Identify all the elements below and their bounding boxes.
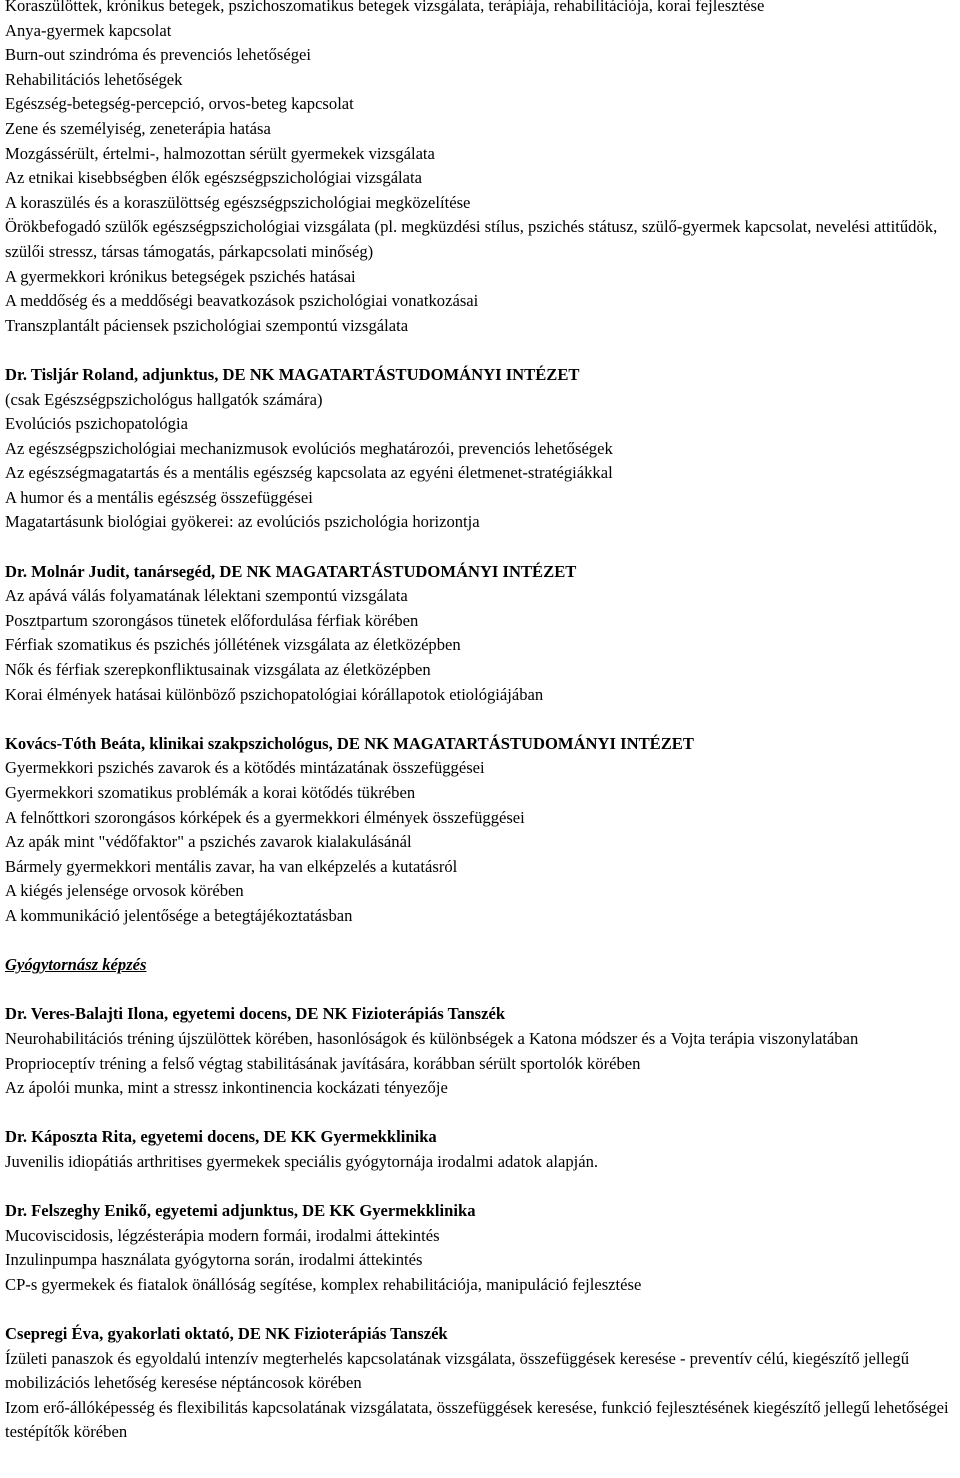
supervisor-block-veres <box>5 1002 957 1100</box>
topic-item: Evolúciós pszichopatológia <box>5 414 188 434</box>
topic-item: Az egészségpszichológiai mechanizmusok evolúciós meghatározói, prevenciós lehetőségek <box>5 438 613 458</box>
spacer <box>5 535 957 560</box>
topic-item: Izom erő-állóképesség és flexibilitás kapcsolatának vizsgálatata, összefüggések keresése, funkció fejlesztésének kiegészítő jellegű lehetőségei testépítők körében <box>5 1397 949 1442</box>
topic-item: Az apák mint "védőfaktor" a pszichés zavarok kialakulásánál <box>5 832 412 852</box>
supervisor-heading: Dr. Molnár Judit, tanársegéd, DE NK MAGATARTÁSTUDOMÁNYI INTÉZET <box>5 561 577 581</box>
topic-item: Gyermekkori szomatikus problémák a korai kötődés tükrében <box>5 783 416 802</box>
topic-item: Koraszülöttek, krónikus betegek, pszichoszomatikus betegek vizsgálata, terápiája, rehabilitációja, korai fejlesztése <box>5 0 765 15</box>
document-page <box>5 0 957 1445</box>
supervisor-block-felszeghy <box>5 1199 957 1297</box>
supervisor-block-molnar <box>5 560 957 708</box>
topic-item: A humor és a mentális egészség összefüggései <box>5 487 313 507</box>
topic-item: Mozgássérült, értelmi-, halmozottan sérült gyermekek vizsgálata <box>5 143 435 163</box>
topic-item: Juvenilis idiopátiás arthritises gyermekek speciális gyógytornája irodalmi adatok alapján. <box>5 1151 599 1171</box>
topic-list-intro <box>5 0 957 338</box>
topic-item: Bármely gyermekkori mentális zavar, ha van elképzelés a kutatásról <box>5 856 458 876</box>
topic-item: Anya-gyermek kapcsolat <box>5 20 172 40</box>
topic-item: Az apává válás folyamatának lélektani szempontú vizsgálata <box>5 586 408 606</box>
topic-item: Ízületi panaszok és egyoldalú intenzív megterhelés kapcsolatának vizsgálata, összefüggések keresése - preventív célú, kiegészítő jellegű mobilizációs lehetőség keresése néptáncosok körében <box>5 1348 910 1393</box>
topic-item: Az etnikai kisebbségben élők egészségpszichológiai vizsgálata <box>5 168 423 188</box>
topic-item: Nők és férfiak szerepkonfliktusainak vizsgálata az életközépben <box>5 660 431 680</box>
spacer <box>5 1297 957 1322</box>
topic-item: A kommunikáció jelentősége a betegtájékoztatásban <box>5 905 353 925</box>
topic-item: Burn-out szindróma és prevenciós lehetőségei <box>5 45 311 65</box>
topic-item: Korai élmények hatásai különböző pszichopatológiai kórállapotok etiológiájában <box>5 684 544 704</box>
topic-item: A gyermekkori krónikus betegségek pszichés hatásai <box>5 266 356 286</box>
topic-item: Neurohabilitációs tréning újszülöttek körében, hasonlóságok és különbségek a Katona módszer és a Vojta terápia viszonylatában <box>5 1028 859 1048</box>
topic-item: Posztpartum szorongásos tünetek előfordulása férfiak körében <box>5 610 419 630</box>
topic-item: Az egészségmagatartás és a mentális egészség kapcsolata az egyéni életmenet-stratégiákkal <box>5 463 613 483</box>
topic-item: Mucoviscidosis, légzésterápia modern formái, irodalmi áttekintés <box>5 1225 440 1245</box>
topic-item: Inzulinpumpa használata gyógytorna során, irodalmi áttekintés <box>5 1250 423 1270</box>
topic-item: CP-s gyermekek és fiatalok önállóság segítése, komplex rehabilitációja, manipuláció fejlesztése <box>5 1274 642 1294</box>
spacer <box>5 707 957 732</box>
supervisor-block-csepregi <box>5 1322 957 1445</box>
spacer <box>5 1101 957 1126</box>
topic-item: Magatartásunk biológiai gyökerei: az evolúciós pszichológia horizontja <box>5 512 480 532</box>
topic-item: A felnőttkori szorongásos kórképek és a gyermekkori élmények összefüggései <box>5 807 525 827</box>
topic-item: Zene és személyiség, zeneterápia hatása <box>5 118 271 138</box>
topic-item: A meddőség és a meddőségi beavatkozások pszichológiai vonatkozásai <box>5 291 479 311</box>
spacer <box>5 929 957 954</box>
supervisor-heading: Dr. Felszeghy Enikő, egyetemi adjunktus, DE KK Gyermekklinika <box>5 1201 476 1221</box>
topic-item: Örökbefogadó szülők egészségpszichológiai vizsgálata (pl. megküzdési stílus, pszichés státusz, szülő-gyermek kapcsolat, nevelési attitűdök, szülői stressz, társas támogatás, párkapcsolati minőség) <box>5 217 938 261</box>
supervisor-block-tisljar <box>5 363 957 535</box>
supervisor-heading: Dr. Tisljár Roland, adjunktus, DE NK MAGATARTÁSTUDOMÁNYI INTÉZET <box>5 364 580 384</box>
topic-item: (csak Egészségpszichológus hallgatók számára) <box>5 389 323 409</box>
supervisor-block-kovacs <box>5 732 957 929</box>
topic-item: A koraszülés és a koraszülöttség egészségpszichológiai megközelítése <box>5 192 471 212</box>
topic-item: Rehabilitációs lehetőségek <box>5 69 183 89</box>
supervisor-heading: Dr. Káposzta Rita, egyetemi docens, DE KK Gyermekklinika <box>5 1127 437 1147</box>
topic-item: Transzplantált páciensek pszichológiai szempontú vizsgálata <box>5 315 409 335</box>
spacer <box>5 338 957 363</box>
topic-item: Gyermekkori pszichés zavarok és a kötődés mintázatának összefüggései <box>5 758 485 778</box>
topic-item: Férfiak szomatikus és pszichés jóllétének vizsgálata az életközépben <box>5 635 461 655</box>
supervisor-heading: Kovács-Tóth Beáta, klinikai szakpszichológus, DE NK MAGATARTÁSTUDOMÁNYI INTÉZET <box>5 733 694 753</box>
section-title-gyogytornasz: Gyógytornász képzés <box>5 955 147 975</box>
topic-item: A kiégés jelensége orvosok körében <box>5 881 244 901</box>
spacer <box>5 1175 957 1200</box>
supervisor-heading: Csepregi Éva, gyakorlati oktató, DE NK Fizioterápiás Tanszék <box>5 1324 448 1344</box>
spacer <box>5 978 957 1003</box>
topic-item: Az ápolói munka, mint a stressz inkontinencia kockázati tényezője <box>5 1078 448 1098</box>
supervisor-block-kaposzta <box>5 1125 957 1174</box>
topic-item: Proprioceptív tréning a felső végtag stabilitásának javítására, korábban sérült sportolók körében <box>5 1053 641 1073</box>
topic-item: Egészség-betegség-percepció, orvos-beteg kapcsolat <box>5 94 354 114</box>
supervisor-heading: Dr. Veres-Balajti Ilona, egyetemi docens, DE NK Fizioterápiás Tanszék <box>5 1004 506 1024</box>
